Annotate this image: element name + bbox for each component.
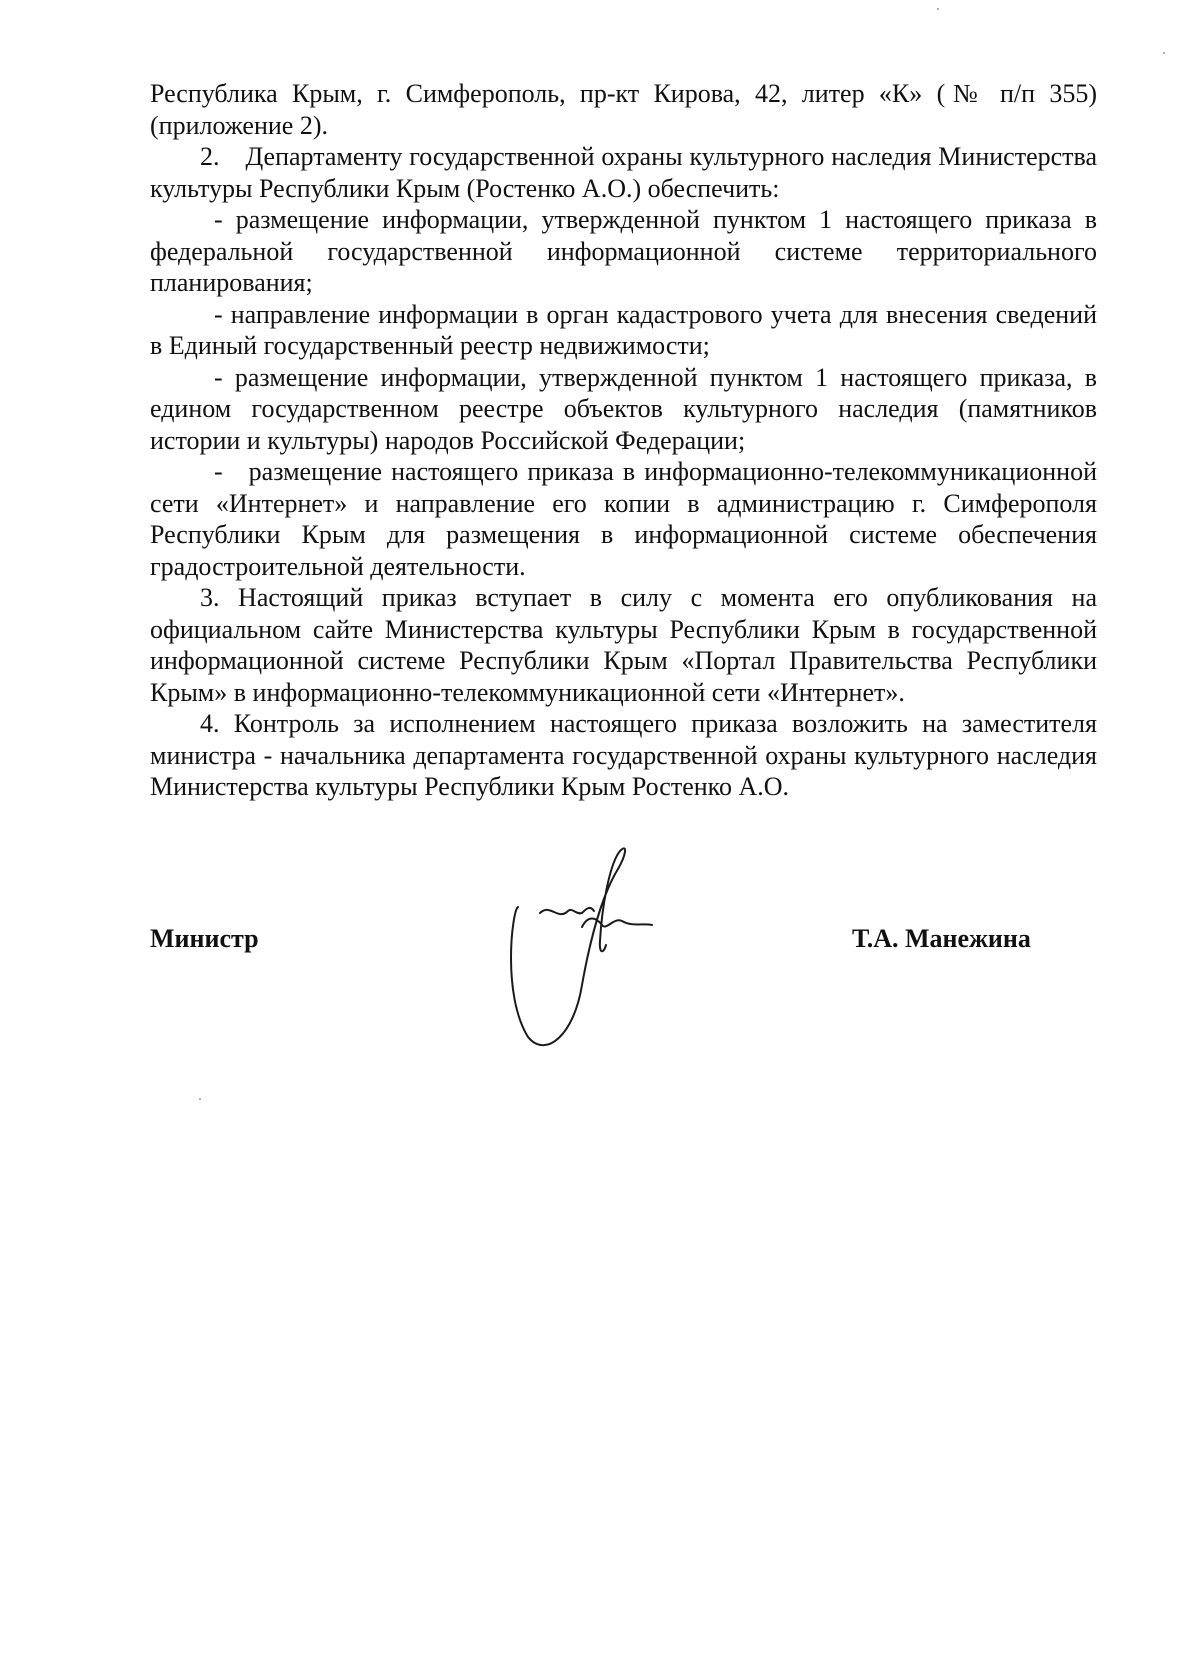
scan-speck: [937, 8, 939, 10]
signer-position: Министр: [150, 924, 259, 953]
handwritten-signature: [510, 845, 690, 1055]
paragraph-subitem-fgis: - размещение информации, утвержденной пунктом 1 настоящего приказа в федеральной государственной информационной системе территориального планирования;: [150, 205, 1097, 297]
scan-speck: [199, 1098, 201, 1100]
scan-speck: [1163, 52, 1165, 54]
paragraph-item-4: 4. Контроль за исполнением настоящего приказа возложить на заместителя министра - начальника департамента государственной охраны культурного наследия Министерства культуры Республики Крым Ростенко А.О.: [150, 709, 1097, 801]
paragraph-item-3: 3. Настоящий приказ вступает в силу с момента его опубликования на официальном сайте Министерства культуры Республики Крым в государственной информационной системе Республики Крым «Портал Правительства Республики Крым» в информационно-телекоммуникационной сети «Интернет».: [150, 583, 1097, 707]
paragraph-subitem-cadastre: - направление информации в орган кадастрового учета для внесения сведений в Единый государственный реестр недвижимости;: [150, 299, 1097, 360]
paragraph-address-continuation: Республика Крым, г. Симферополь, пр-кт Кирова, 42, литер «К» (№ п/п 355) (приложение 2).: [150, 79, 1097, 140]
signer-name: Т.А. Манежина: [852, 924, 1031, 953]
paragraph-item-2: 2. Департаменту государственной охраны культурного наследия Министерства культуры Республики Крым (Ростенко А.О.) обеспечить:: [150, 142, 1097, 203]
document-body: [150, 78, 1097, 803]
paragraph-subitem-registry: - размещение информации, утвержденной пунктом 1 настоящего приказа, в едином государственном реестре объектов культурного наследия (памятников истории и культуры) народов Российской Федерации;: [150, 362, 1097, 455]
paragraph-subitem-internet: - размещение настоящего приказа в информационно-телекоммуникационной сети «Интернет» и направление его копии в администрацию г. Симферополя Республики Крым для размещения в информационной системе обеспечения градостроительной деятельности.: [150, 457, 1097, 581]
